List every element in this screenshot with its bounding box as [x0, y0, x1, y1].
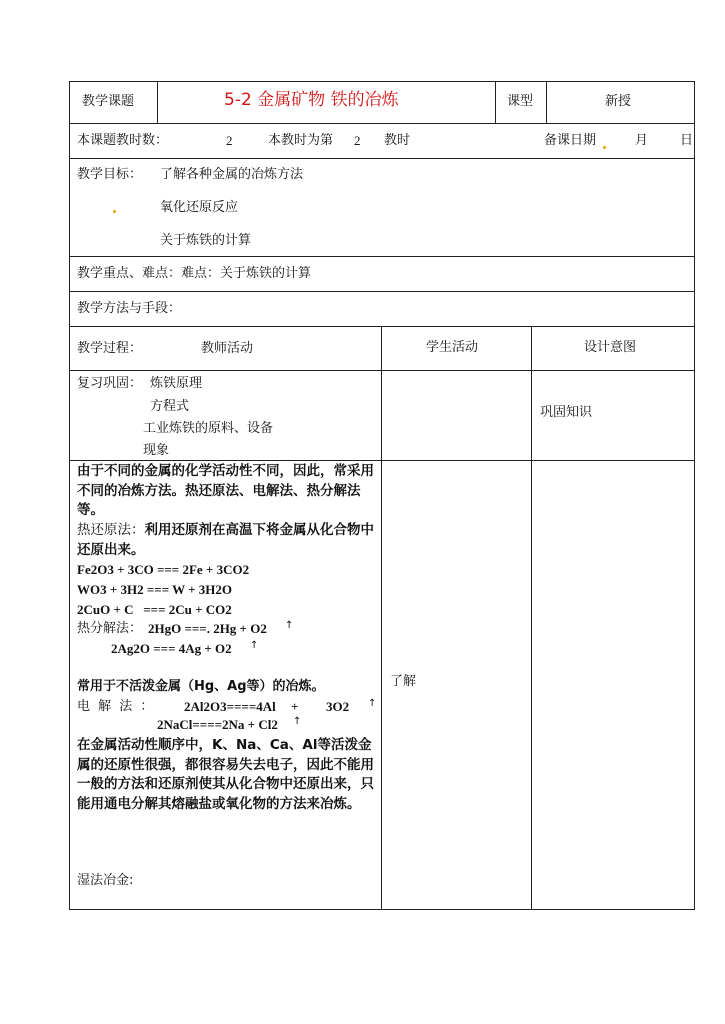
teacher-activity-header: 教师活动: [201, 341, 254, 356]
month-label: 月: [635, 133, 649, 148]
equation: 3O2: [326, 699, 350, 714]
wet-metallurgy-label: 湿法冶金:: [77, 873, 134, 888]
process-label: 教学过程：: [77, 341, 143, 356]
review-label: 复习巩固：: [77, 376, 143, 391]
inactive-metals-note: 常用于不活泼金属（Hg、Ag等）的冶炼。: [77, 679, 325, 694]
key-points: 教学重点、难点：难点：关于炼铁的计算: [77, 266, 312, 281]
review-item: 现象: [143, 443, 170, 458]
lesson-type-label: 课型: [507, 94, 534, 109]
active-metals-paragraph: [77, 736, 377, 814]
thermal-decomp-label: 热分解法：: [77, 621, 143, 636]
equation: 2CuO + C === 2Cu + CO2: [77, 602, 232, 617]
equation: 2Ag2O === 4Ag + O2: [111, 641, 232, 656]
up-arrow-icon: ↑: [368, 698, 377, 709]
decorative-dot: [603, 146, 606, 149]
active-metals-text: 在金属活动性顺序中，K、Na、Ca、Al等活泼金属的还原性很强，都很容易失去电子，因此不能用一般的方法和还原剂使其从化合物中还原出来，只能用通电分解其熔融盐或氧化物的方法来冶炼。: [77, 737, 374, 812]
page-title: 5-2 金属矿物 铁的冶炼: [224, 90, 399, 110]
goal-item: 了解各种金属的冶炼方法: [160, 167, 304, 182]
goals-label: 教学目标：: [77, 167, 143, 182]
current-hour-label: 本教时为第: [268, 133, 334, 148]
current-hour-unit: 教时: [384, 133, 411, 148]
design-intent-header: 设计意图: [584, 340, 637, 355]
review-design: 巩固知识: [540, 405, 593, 420]
goal-item: 氧化还原反应: [160, 200, 239, 215]
total-hours-label: 本课题教时数：: [77, 133, 169, 148]
intro-paragraph: 由于不同的金属的化学活动性不同，因此，常采用不同的冶炼方法。热还原法、电解法、热分解法等。: [77, 463, 374, 518]
thermal-reduction-label: 热还原法：: [77, 522, 145, 538]
student-activity-understand: 了解: [390, 674, 417, 689]
equation-plus: +: [291, 699, 299, 714]
up-arrow-icon: ↑: [285, 620, 294, 631]
up-arrow-icon: ↑: [293, 716, 302, 727]
review-item: 工业炼铁的原料、设备: [143, 421, 274, 436]
equation: Fe2O3 + 3CO === 2Fe + 3CO2: [77, 562, 250, 577]
up-arrow-icon: ↑: [250, 640, 259, 651]
review-item: 方程式: [150, 399, 190, 414]
topic-label: 教学课题: [82, 94, 135, 109]
student-activity-header: 学生活动: [426, 340, 479, 355]
review-item: 炼铁原理: [150, 376, 203, 391]
equation: 2Al2O3====4Al: [184, 699, 276, 714]
decorative-dot: [113, 210, 116, 213]
thermal-reduction-desc: 利用还原剂在高温下将金属从化合物中还原出来。: [77, 522, 374, 558]
total-hours-value: 2: [226, 133, 233, 148]
equation: 2NaCl====2Na + Cl2: [157, 717, 278, 732]
prep-date-label: 备课日期: [544, 133, 597, 148]
thermal-reduction-paragraph: [77, 521, 377, 560]
equation: 2HgO ===. 2Hg + O2: [148, 621, 267, 636]
day-label: 日: [680, 133, 694, 148]
equation: WO3 + 3H2 === W + 3H2O: [77, 582, 233, 597]
current-hour-value: 2: [354, 133, 361, 148]
methods-label: 教学方法与手段：: [77, 301, 182, 316]
electrolysis-label: 电 解 法 ：: [77, 699, 156, 714]
lesson-type-value: 新授: [605, 94, 632, 109]
goal-item: 关于炼铁的计算: [160, 233, 252, 248]
